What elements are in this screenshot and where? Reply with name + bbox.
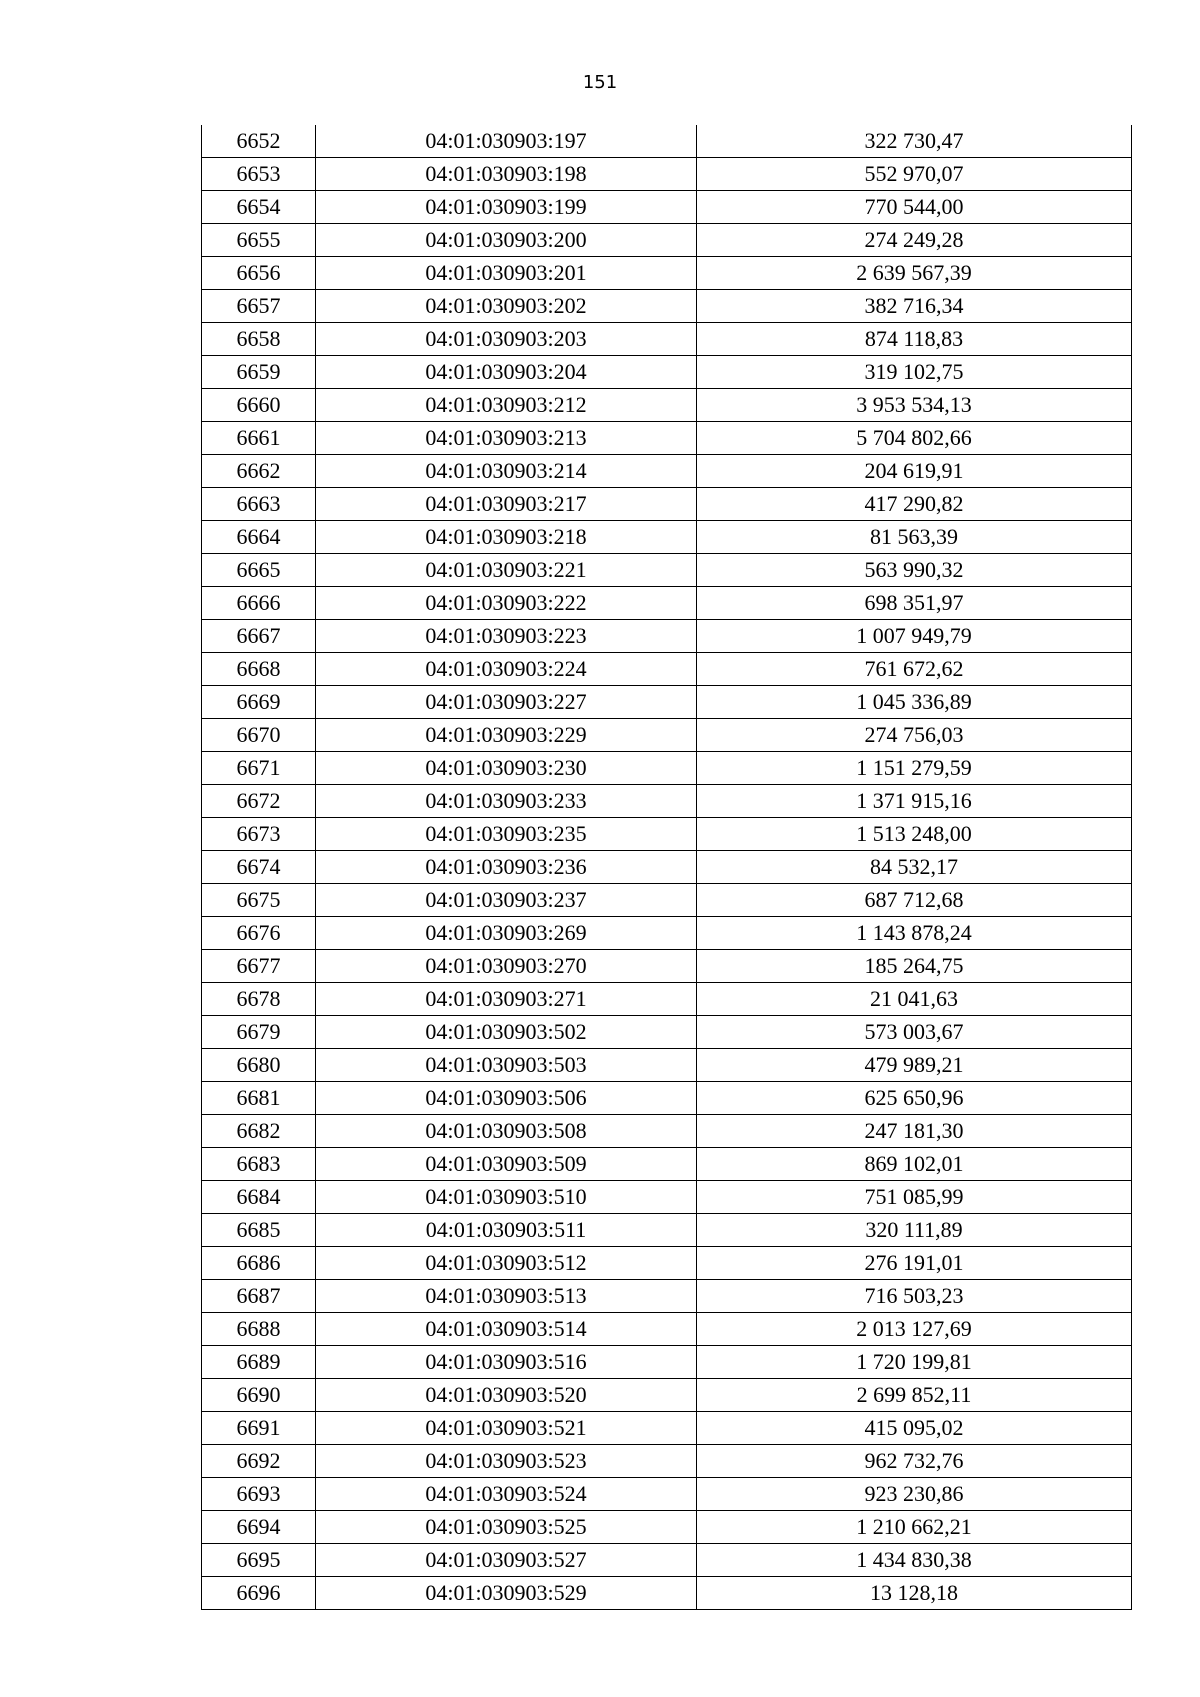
cadastral-number-cell: 04:01:030903:511 [316,1214,697,1247]
table-row [202,389,1132,422]
row-number-cell: 6656 [202,257,316,290]
row-number-cell: 6693 [202,1478,316,1511]
table-row [202,125,1132,158]
cadastral-value-cell: 204 619,91 [697,455,1132,488]
row-number-cell: 6687 [202,1280,316,1313]
row-number-cell: 6691 [202,1412,316,1445]
cadastral-number-cell: 04:01:030903:218 [316,521,697,554]
row-number-cell: 6674 [202,851,316,884]
row-number-cell: 6664 [202,521,316,554]
cadastral-value-cell: 869 102,01 [697,1148,1132,1181]
cadastral-number-cell: 04:01:030903:509 [316,1148,697,1181]
row-number-cell: 6676 [202,917,316,950]
cadastral-number-cell: 04:01:030903:512 [316,1247,697,1280]
table-row [202,290,1132,323]
table-row [202,719,1132,752]
row-number-cell: 6654 [202,191,316,224]
cadastral-value-cell: 322 730,47 [697,125,1132,158]
cadastral-value-cell: 1 210 662,21 [697,1511,1132,1544]
cadastral-number-cell: 04:01:030903:235 [316,818,697,851]
table-row [202,1511,1132,1544]
row-number-cell: 6663 [202,488,316,521]
cadastral-value-cell: 874 118,83 [697,323,1132,356]
cadastral-value-cell: 2 639 567,39 [697,257,1132,290]
row-number-cell: 6653 [202,158,316,191]
cadastral-value-cell: 2 013 127,69 [697,1313,1132,1346]
table-row [202,1082,1132,1115]
cadastral-value-cell: 625 650,96 [697,1082,1132,1115]
cadastral-value-cell: 573 003,67 [697,1016,1132,1049]
cadastral-value-cell: 320 111,89 [697,1214,1132,1247]
cadastral-number-cell: 04:01:030903:223 [316,620,697,653]
table-row [202,851,1132,884]
table-row [202,1181,1132,1214]
cadastral-value-cell: 81 563,39 [697,521,1132,554]
table-row [202,1346,1132,1379]
cadastral-value-cell: 479 989,21 [697,1049,1132,1082]
row-number-cell: 6690 [202,1379,316,1412]
cadastral-value-cell: 185 264,75 [697,950,1132,983]
row-number-cell: 6660 [202,389,316,422]
table-row [202,686,1132,719]
cadastral-number-cell: 04:01:030903:527 [316,1544,697,1577]
row-number-cell: 6672 [202,785,316,818]
row-number-cell: 6668 [202,653,316,686]
cadastral-value-cell: 698 351,97 [697,587,1132,620]
cadastral-number-cell: 04:01:030903:213 [316,422,697,455]
cadastral-number-cell: 04:01:030903:227 [316,686,697,719]
cadastral-value-cell: 923 230,86 [697,1478,1132,1511]
table-row [202,455,1132,488]
row-number-cell: 6679 [202,1016,316,1049]
cadastral-value-cell: 962 732,76 [697,1445,1132,1478]
cadastral-number-cell: 04:01:030903:516 [316,1346,697,1379]
cadastral-value-cell: 382 716,34 [697,290,1132,323]
cadastral-number-cell: 04:01:030903:236 [316,851,697,884]
table-row [202,587,1132,620]
cadastral-number-cell: 04:01:030903:270 [316,950,697,983]
row-number-cell: 6671 [202,752,316,785]
cadastral-number-cell: 04:01:030903:199 [316,191,697,224]
cadastral-value-cell: 274 756,03 [697,719,1132,752]
row-number-cell: 6662 [202,455,316,488]
cadastral-number-cell: 04:01:030903:201 [316,257,697,290]
cadastral-value-cell: 276 191,01 [697,1247,1132,1280]
cadastral-number-cell: 04:01:030903:221 [316,554,697,587]
table-row [202,1445,1132,1478]
table-row [202,1577,1132,1610]
table-row [202,785,1132,818]
row-number-cell: 6692 [202,1445,316,1478]
cadastral-value-cell: 687 712,68 [697,884,1132,917]
row-number-cell: 6658 [202,323,316,356]
table-row [202,356,1132,389]
table-row [202,1247,1132,1280]
cadastral-number-cell: 04:01:030903:203 [316,323,697,356]
row-number-cell: 6665 [202,554,316,587]
table-row [202,554,1132,587]
row-number-cell: 6675 [202,884,316,917]
table-row [202,488,1132,521]
cadastral-value-cell: 13 128,18 [697,1577,1132,1610]
table-row [202,1478,1132,1511]
cadastral-number-cell: 04:01:030903:529 [316,1577,697,1610]
cadastral-value-cell: 1 720 199,81 [697,1346,1132,1379]
cadastral-value-cell: 247 181,30 [697,1115,1132,1148]
cadastral-number-cell: 04:01:030903:520 [316,1379,697,1412]
cadastral-number-cell: 04:01:030903:271 [316,983,697,1016]
cadastral-number-cell: 04:01:030903:523 [316,1445,697,1478]
cadastral-value-cell: 770 544,00 [697,191,1132,224]
cadastral-number-cell: 04:01:030903:233 [316,785,697,818]
row-number-cell: 6670 [202,719,316,752]
table-row [202,158,1132,191]
table-row [202,1148,1132,1181]
cadastral-number-cell: 04:01:030903:229 [316,719,697,752]
cadastral-value-cell: 415 095,02 [697,1412,1132,1445]
cadastral-value-cell: 1 045 336,89 [697,686,1132,719]
cadastral-number-cell: 04:01:030903:212 [316,389,697,422]
cadastral-number-cell: 04:01:030903:503 [316,1049,697,1082]
table-row [202,191,1132,224]
row-number-cell: 6684 [202,1181,316,1214]
cadastral-value-cell: 1 513 248,00 [697,818,1132,851]
table-row [202,950,1132,983]
cadastral-number-cell: 04:01:030903:202 [316,290,697,323]
row-number-cell: 6667 [202,620,316,653]
cadastral-value-cell: 1 007 949,79 [697,620,1132,653]
cadastral-number-cell: 04:01:030903:224 [316,653,697,686]
row-number-cell: 6661 [202,422,316,455]
table-row [202,752,1132,785]
table-row [202,917,1132,950]
cadastral-value-cell: 3 953 534,13 [697,389,1132,422]
cadastral-value-cell: 751 085,99 [697,1181,1132,1214]
cadastral-number-cell: 04:01:030903:214 [316,455,697,488]
cadastral-number-cell: 04:01:030903:521 [316,1412,697,1445]
table-row [202,1379,1132,1412]
table-row [202,884,1132,917]
cadastral-number-cell: 04:01:030903:502 [316,1016,697,1049]
table-row [202,1016,1132,1049]
table-body [202,125,1132,1610]
row-number-cell: 6683 [202,1148,316,1181]
table-row [202,422,1132,455]
cadastral-value-cell: 1 151 279,59 [697,752,1132,785]
cadastral-number-cell: 04:01:030903:230 [316,752,697,785]
page-number: 151 [582,72,618,93]
cadastral-number-cell: 04:01:030903:237 [316,884,697,917]
table-row [202,653,1132,686]
cadastral-value-cell: 274 249,28 [697,224,1132,257]
cadastral-number-cell: 04:01:030903:513 [316,1280,697,1313]
row-number-cell: 6695 [202,1544,316,1577]
row-number-cell: 6657 [202,290,316,323]
cadastral-value-cell: 84 532,17 [697,851,1132,884]
row-number-cell: 6682 [202,1115,316,1148]
cadastral-number-cell: 04:01:030903:204 [316,356,697,389]
cadastral-value-cell: 319 102,75 [697,356,1132,389]
row-number-cell: 6686 [202,1247,316,1280]
row-number-cell: 6685 [202,1214,316,1247]
table-row [202,1412,1132,1445]
cadastral-number-cell: 04:01:030903:506 [316,1082,697,1115]
cadastral-value-cell: 761 672,62 [697,653,1132,686]
row-number-cell: 6694 [202,1511,316,1544]
row-number-cell: 6655 [202,224,316,257]
cadastral-number-cell: 04:01:030903:508 [316,1115,697,1148]
row-number-cell: 6666 [202,587,316,620]
table-row [202,1049,1132,1082]
cadastral-number-cell: 04:01:030903:197 [316,125,697,158]
cadastral-number-cell: 04:01:030903:525 [316,1511,697,1544]
cadastral-number-cell: 04:01:030903:200 [316,224,697,257]
cadastral-value-cell: 1 434 830,38 [697,1544,1132,1577]
row-number-cell: 6673 [202,818,316,851]
table-row [202,1313,1132,1346]
table-row [202,620,1132,653]
cadastral-value-cell: 716 503,23 [697,1280,1132,1313]
cadastral-value-cell: 21 041,63 [697,983,1132,1016]
row-number-cell: 6677 [202,950,316,983]
row-number-cell: 6652 [202,125,316,158]
row-number-cell: 6688 [202,1313,316,1346]
row-number-cell: 6689 [202,1346,316,1379]
cadastral-value-table [201,125,1132,1610]
table-row [202,1214,1132,1247]
cadastral-number-cell: 04:01:030903:510 [316,1181,697,1214]
row-number-cell: 6696 [202,1577,316,1610]
row-number-cell: 6678 [202,983,316,1016]
table-row [202,521,1132,554]
table-row [202,1115,1132,1148]
cadastral-number-cell: 04:01:030903:524 [316,1478,697,1511]
cadastral-number-cell: 04:01:030903:514 [316,1313,697,1346]
table-row [202,983,1132,1016]
cadastral-value-cell: 1 371 915,16 [697,785,1132,818]
table-row [202,1280,1132,1313]
row-number-cell: 6681 [202,1082,316,1115]
table-row [202,323,1132,356]
row-number-cell: 6669 [202,686,316,719]
cadastral-number-cell: 04:01:030903:269 [316,917,697,950]
table-row [202,257,1132,290]
table-row [202,818,1132,851]
cadastral-value-cell: 552 970,07 [697,158,1132,191]
table-row [202,1544,1132,1577]
cadastral-value-cell: 1 143 878,24 [697,917,1132,950]
cadastral-number-cell: 04:01:030903:198 [316,158,697,191]
table-row [202,224,1132,257]
cadastral-number-cell: 04:01:030903:217 [316,488,697,521]
cadastral-value-cell: 2 699 852,11 [697,1379,1132,1412]
cadastral-number-cell: 04:01:030903:222 [316,587,697,620]
row-number-cell: 6659 [202,356,316,389]
cadastral-value-cell: 563 990,32 [697,554,1132,587]
cadastral-value-cell: 417 290,82 [697,488,1132,521]
cadastral-value-cell: 5 704 802,66 [697,422,1132,455]
row-number-cell: 6680 [202,1049,316,1082]
